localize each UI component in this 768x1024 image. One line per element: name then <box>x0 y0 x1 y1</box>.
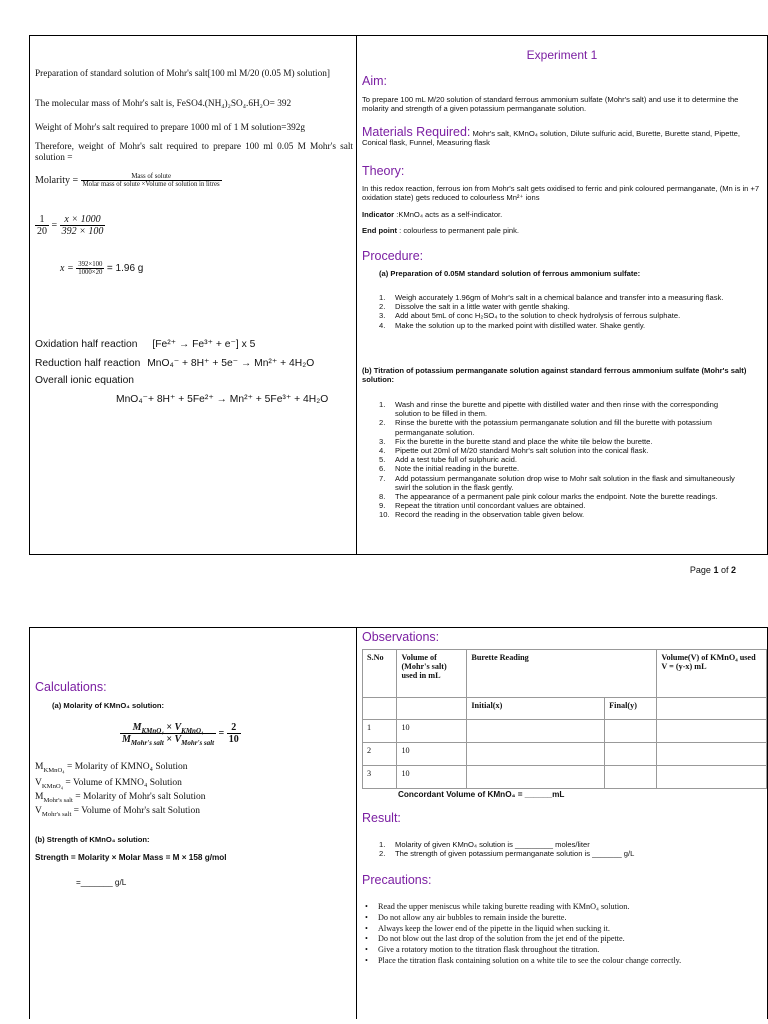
overall-equation: MnO₄⁻+ 8H⁺ + 5Fe²⁺ → Mn²⁺ + 5Fe³⁺ + 4H₂O <box>116 394 329 405</box>
materials-heading: Materials Required: <box>362 125 471 139</box>
procedure-b-step-number: 1. <box>379 400 386 409</box>
header-initial: Initial(x) <box>467 698 605 720</box>
procedure-b-step-number: 10. <box>379 510 390 520</box>
result-item-text: The strength of given potassium permanganate solution is _______ g/L <box>395 849 635 859</box>
row3-volume: 10 <box>397 766 467 789</box>
procedure-a-step-2 <box>379 302 739 311</box>
row1-volume: 10 <box>397 720 467 743</box>
procedure-b-step-1 <box>379 400 739 418</box>
materials-block <box>362 125 762 148</box>
footer-of: of <box>718 565 731 575</box>
page1-left-column <box>30 36 357 554</box>
row2-final[interactable] <box>605 743 657 766</box>
table-row <box>363 766 767 789</box>
procedure-b-step-text: The appearance of a permanent pale pink colour marks the endpoint. Note the burette readings. <box>395 492 718 502</box>
subheader-empty-3 <box>657 698 767 720</box>
procedure-b-step-number: 2. <box>379 418 386 428</box>
def2-symbol: V <box>35 778 42 788</box>
weight-1000: Weight of Mohr's salt required to prepare 1000 ml of 1 M solution=392g <box>35 123 306 133</box>
result-item-1 <box>379 840 759 849</box>
endpoint-text: : colourless to permanent pale pink. <box>399 226 520 235</box>
row1-final[interactable] <box>605 720 657 743</box>
reduction-equation: MnO₄⁻ + 8H⁺ + 5e⁻ → Mn²⁺ + 4H₂O <box>147 358 315 369</box>
procedure-b-steps <box>379 400 739 520</box>
molecular-mass: The molecular mass of Mohr's salt is, FeSO4.(NH₄)₂SO₄.6H₂O= 392 <box>35 99 292 109</box>
ratio-num-m-sub: KMnO₄ <box>141 727 164 735</box>
table-row <box>363 743 767 766</box>
page2-right-column <box>357 628 767 1019</box>
row3-final[interactable] <box>605 766 657 789</box>
row1-sno: 1 <box>363 720 397 743</box>
reduction-row <box>35 357 314 369</box>
procedure-b-step-text: Repeat the titration until concordant values are obtained. <box>395 501 586 511</box>
table-header-row <box>363 650 767 698</box>
procedure-a-step-text: Add about 5mL of conc H₂SO₄ to the solution to check hydrolysis of ferrous sulphate. <box>395 311 681 321</box>
def3-text: = Molarity of Mohr's salt Solution <box>75 792 206 802</box>
molarity-ratio-equation: $\frac{M_{KMnO_4} \times V_{KMnO_4}}{M_{Mohr's salt} \times V_{Mohr's salt}}$ = $\frac{2}{10}$ <box>122 722 239 747</box>
ratio-den-v: V <box>174 734 182 745</box>
equation-2 <box>60 261 143 276</box>
molarity-denominator: Molar mass of solute ×Volume of solution in litres <box>82 181 220 188</box>
prep-title: Preparation of standard solution of Mohr's salt[100 ml M/20 (0.05 M) solution] <box>35 69 331 79</box>
procedure-a-steps <box>379 293 739 330</box>
procedure-a-step-number: 1. <box>379 293 386 302</box>
precaution-item: • Read the upper meniscus while taking burette reading with KMnO₄ solution. <box>362 902 757 912</box>
header-burette-reading: Burette Reading <box>467 650 657 698</box>
oxidation-label: Oxidation half reaction <box>35 339 138 350</box>
ratio-num-v: V <box>174 722 182 733</box>
procedure-b-step-text: Note the initial reading in the burette. <box>395 464 520 474</box>
def3-symbol: M <box>35 792 44 802</box>
theory-heading: Theory: <box>362 164 405 178</box>
procedure-b-step-text: Record the reading in the observation table given below. <box>395 510 585 520</box>
procedure-b-step-5 <box>379 455 739 464</box>
ratio-num-v-sub: KMnO₄ <box>181 727 204 735</box>
def1-sub: KMnO₄ <box>43 766 65 774</box>
observation-table <box>362 649 767 789</box>
def4-sub: Mohr's salt <box>41 810 72 818</box>
definition-v-mohr <box>35 804 206 818</box>
row3-initial[interactable] <box>467 766 605 789</box>
page-2 <box>29 627 768 1019</box>
procedure-b-step-text: Add a test tube full of sulphuric acid. <box>395 455 517 465</box>
header-kmno4-volume: Volume(V) of KMnO₄ used V = (y-x) mL <box>657 650 767 698</box>
procedure-a-step-number: 3. <box>379 311 386 321</box>
ratio-rhs-num: 2 <box>227 722 241 734</box>
def4-symbol: V <box>35 806 42 816</box>
oxidation-row <box>35 338 255 350</box>
procedure-b-step-2 <box>379 418 739 436</box>
procedure-b-step-number: 9. <box>379 501 386 511</box>
ratio-den-v-sub: Mohr's salt <box>181 739 215 747</box>
indicator-row <box>362 210 762 219</box>
materials-text: Mohr's salt, KMnO₄ solution, Dilute sulfuric acid, Burette, Burette stand, Pipette, Conical flask, Funnel, Measuring flask <box>362 129 741 148</box>
def2-sub: KMnO₄ <box>41 782 64 790</box>
procedure-b-step-9 <box>379 501 739 510</box>
definitions-block <box>35 760 206 818</box>
row2-sno: 2 <box>363 743 397 766</box>
observations-heading: Observations: <box>362 630 440 644</box>
page-footer <box>690 565 736 575</box>
subheader-empty-1 <box>363 698 397 720</box>
procedure-a-step-number: 4. <box>379 320 386 330</box>
precaution-item: • Give a rotatory motion to the titration flask throughout the titration. <box>362 945 757 955</box>
procedure-b-step-number: 8. <box>379 492 386 502</box>
procedure-b-step-8 <box>379 492 739 501</box>
overall-label: Overall ionic equation <box>35 375 135 386</box>
def3-sub: Mohr's salt <box>43 796 73 804</box>
aim-heading: Aim: <box>362 74 387 88</box>
row3-sno: 3 <box>363 766 397 789</box>
row2-initial[interactable] <box>467 743 605 766</box>
definition-v-kmno4 <box>35 776 206 790</box>
procedure-a-step-text: Weigh accurately 1.96gm of Mohr's salt in a chemical balance and transfer into a measuring flask. <box>395 293 724 302</box>
procedure-a-step-number: 2. <box>379 302 386 312</box>
page1-right-column <box>357 36 767 554</box>
calc-b-title: (b) Strength of KMnO₄ solution: <box>35 835 150 844</box>
procedure-b-title: (b) Titration of potassium permanganate solution against standard ferrous ammonium sulfate (Mohr's salt) solution: <box>362 366 747 385</box>
header-volume: Volume of (Mohr's salt) used in mL <box>397 650 467 698</box>
molarity-formula <box>35 173 222 188</box>
result-list <box>379 840 759 858</box>
concordant-volume: Concordant Volume of KMnO₄ = ______mL <box>398 790 565 799</box>
eq1-left-num: 1 <box>35 214 49 226</box>
procedure-b-step-number: 7. <box>379 473 386 483</box>
row1-kmno4[interactable] <box>657 720 767 743</box>
eq1-right-num: x × 1000 <box>60 214 106 226</box>
reduction-label: Reduction half reaction <box>35 358 141 369</box>
def1-symbol: M <box>35 762 44 772</box>
indicator-text: :KMnO₄ acts as a self-indicator. <box>396 210 503 219</box>
precaution-item: • Place the titration flask containing solution on a white tile to see the colour change correctly. <box>362 956 757 966</box>
header-final: Final(y) <box>605 698 657 720</box>
therefore-text: Therefore, weight of Mohr's salt required to prepare 100 ml 0.05 M Mohr's salt solution = <box>35 142 353 163</box>
row2-volume: 10 <box>397 743 467 766</box>
def1-text: = Molarity of KMNO₄ Solution <box>66 762 188 772</box>
definition-m-mohr <box>35 790 206 804</box>
result-heading: Result: <box>362 811 401 825</box>
procedure-a-title: (a) Preparation of 0.05M standard solution of ferrous ammonium sulfate: <box>379 269 641 278</box>
table-subheader-row <box>363 698 767 720</box>
precaution-item: • Do not blow out the last drop of the solution from the jet end of the pipette. <box>362 934 757 944</box>
precaution-item: • Always keep the lower end of the pipette in the liquid when sucking it. <box>362 924 757 934</box>
procedure-b-step-number: 6. <box>379 464 386 474</box>
footer-page-number: 1 <box>713 565 719 575</box>
eq1-left-den: 20 <box>37 226 47 237</box>
procedure-b-step-10 <box>379 510 739 519</box>
procedure-b-step-text: Add potassium permanganate solution drop wise to Mohr salt solution in the flask and simultaneously swirl the solution in the flask gently. <box>395 473 735 492</box>
procedure-b-step-number: 5. <box>379 455 386 465</box>
calculations-heading: Calculations: <box>35 680 107 694</box>
experiment-title: Experiment 1 <box>526 48 598 62</box>
result-item-number: 2. <box>379 849 386 859</box>
row1-initial[interactable] <box>467 720 605 743</box>
result-item-2 <box>379 849 759 858</box>
procedure-b-step-3 <box>379 437 739 446</box>
strength-blank: =_______ g/L <box>76 878 127 887</box>
precautions-heading: Precautions: <box>362 873 432 887</box>
definition-m-kmno4 <box>35 760 206 774</box>
calc-a-title: (a) Molarity of KMnO₄ solution: <box>52 701 165 710</box>
eq2-den: 1000×20 <box>78 269 103 276</box>
procedure-b-step-text: Pipette out 20ml of M/20 standard Mohr's salt solution into the conical flask. <box>395 446 649 456</box>
aim-text: To prepare 100 mL M/20 solution of standard ferrous ammonium sulfate (Mohr's salt) and use it to determine the molarity and strength of a given potassium permanganate solution. <box>362 95 739 114</box>
ratio-den-m: M <box>122 734 131 745</box>
procedure-a-step-text: Make the solution up to the marked point with distilled water. Shake gently. <box>395 320 646 330</box>
procedure-b-step-number: 4. <box>379 446 386 456</box>
subheader-empty-2 <box>397 698 467 720</box>
row2-kmno4[interactable] <box>657 743 767 766</box>
def4-text: = Volume of Mohr's salt Solution <box>73 806 200 816</box>
procedure-b-step-4 <box>379 446 739 455</box>
precautions-list <box>362 902 757 967</box>
endpoint-label: End point <box>362 226 398 235</box>
def2-text: = Volume of KMNO₄ Solution <box>65 778 182 788</box>
table-row <box>363 720 767 743</box>
result-item-text: Molarity of given KMnO₄ solution is _________ moles/liter <box>395 840 590 849</box>
eq1-right-den: 392 × 100 <box>61 226 104 237</box>
ratio-rhs-den: 10 <box>228 734 239 745</box>
procedure-b-step-text: Rinse the burette with the potassium permanganate solution and fill the burette with potassium permanganate solution. <box>395 418 713 437</box>
oxidation-equation: [Fe²⁺ → Fe³⁺ + e⁻] x 5 <box>152 339 256 350</box>
procedure-a-step-3 <box>379 311 739 320</box>
header-sno: S.No <box>363 650 397 698</box>
precaution-item: • Do not allow any air bubbles to remain inside the burette. <box>362 913 757 923</box>
strength-equation: Strength = Molarity × Molar Mass = M × 158 g/mol <box>35 853 227 862</box>
footer-page-total: 2 <box>730 565 736 575</box>
page-1 <box>29 35 768 555</box>
eq2-num: 392×100 <box>78 261 103 268</box>
footer-prefix: Page <box>689 565 714 575</box>
procedure-b-step-number: 3. <box>379 436 386 446</box>
procedure-b-step-6 <box>379 464 739 473</box>
theory-text: In this redox reaction, ferrous ion from Mohr's salt gets oxidised to ferric and pink coloured permanganate, (Mn is in +7 oxidation state) gets reduced to colourless Mn²⁺ ions <box>362 184 760 203</box>
eq2-x: x = <box>60 262 74 274</box>
result-item-number: 1. <box>379 840 386 849</box>
procedure-a-step-1 <box>379 293 739 302</box>
indicator-label: Indicator <box>362 210 395 219</box>
page2-left-column <box>30 628 357 1019</box>
ratio-den-m-sub: Mohr's salt <box>130 739 164 747</box>
endpoint-row <box>362 226 762 235</box>
procedure-b-step-text: Fix the burette in the burette stand and place the white tile below the burette. <box>395 436 653 446</box>
eq2-result: = 1.96 g <box>106 262 144 274</box>
row3-kmno4[interactable] <box>657 766 767 789</box>
procedure-a-step-text: Dissolve the salt in a little water with gentle shaking. <box>395 302 570 312</box>
molarity-numerator: Mass of solute <box>81 173 222 181</box>
ratio-num-m: M <box>132 722 142 733</box>
procedure-a-step-4 <box>379 321 739 330</box>
molarity-label: Molarity = <box>35 174 79 186</box>
equation-1: $\frac{1}{20}$ = $\frac{x \times 1000}{392 \times 100}$ <box>37 214 104 237</box>
procedure-b-step-7 <box>379 474 739 492</box>
procedure-heading: Procedure: <box>362 249 424 263</box>
procedure-b-step-text: Wash and rinse the burette and pipette with distilled water and then rinse with the corresponding solution to be filled in them. <box>395 400 719 419</box>
